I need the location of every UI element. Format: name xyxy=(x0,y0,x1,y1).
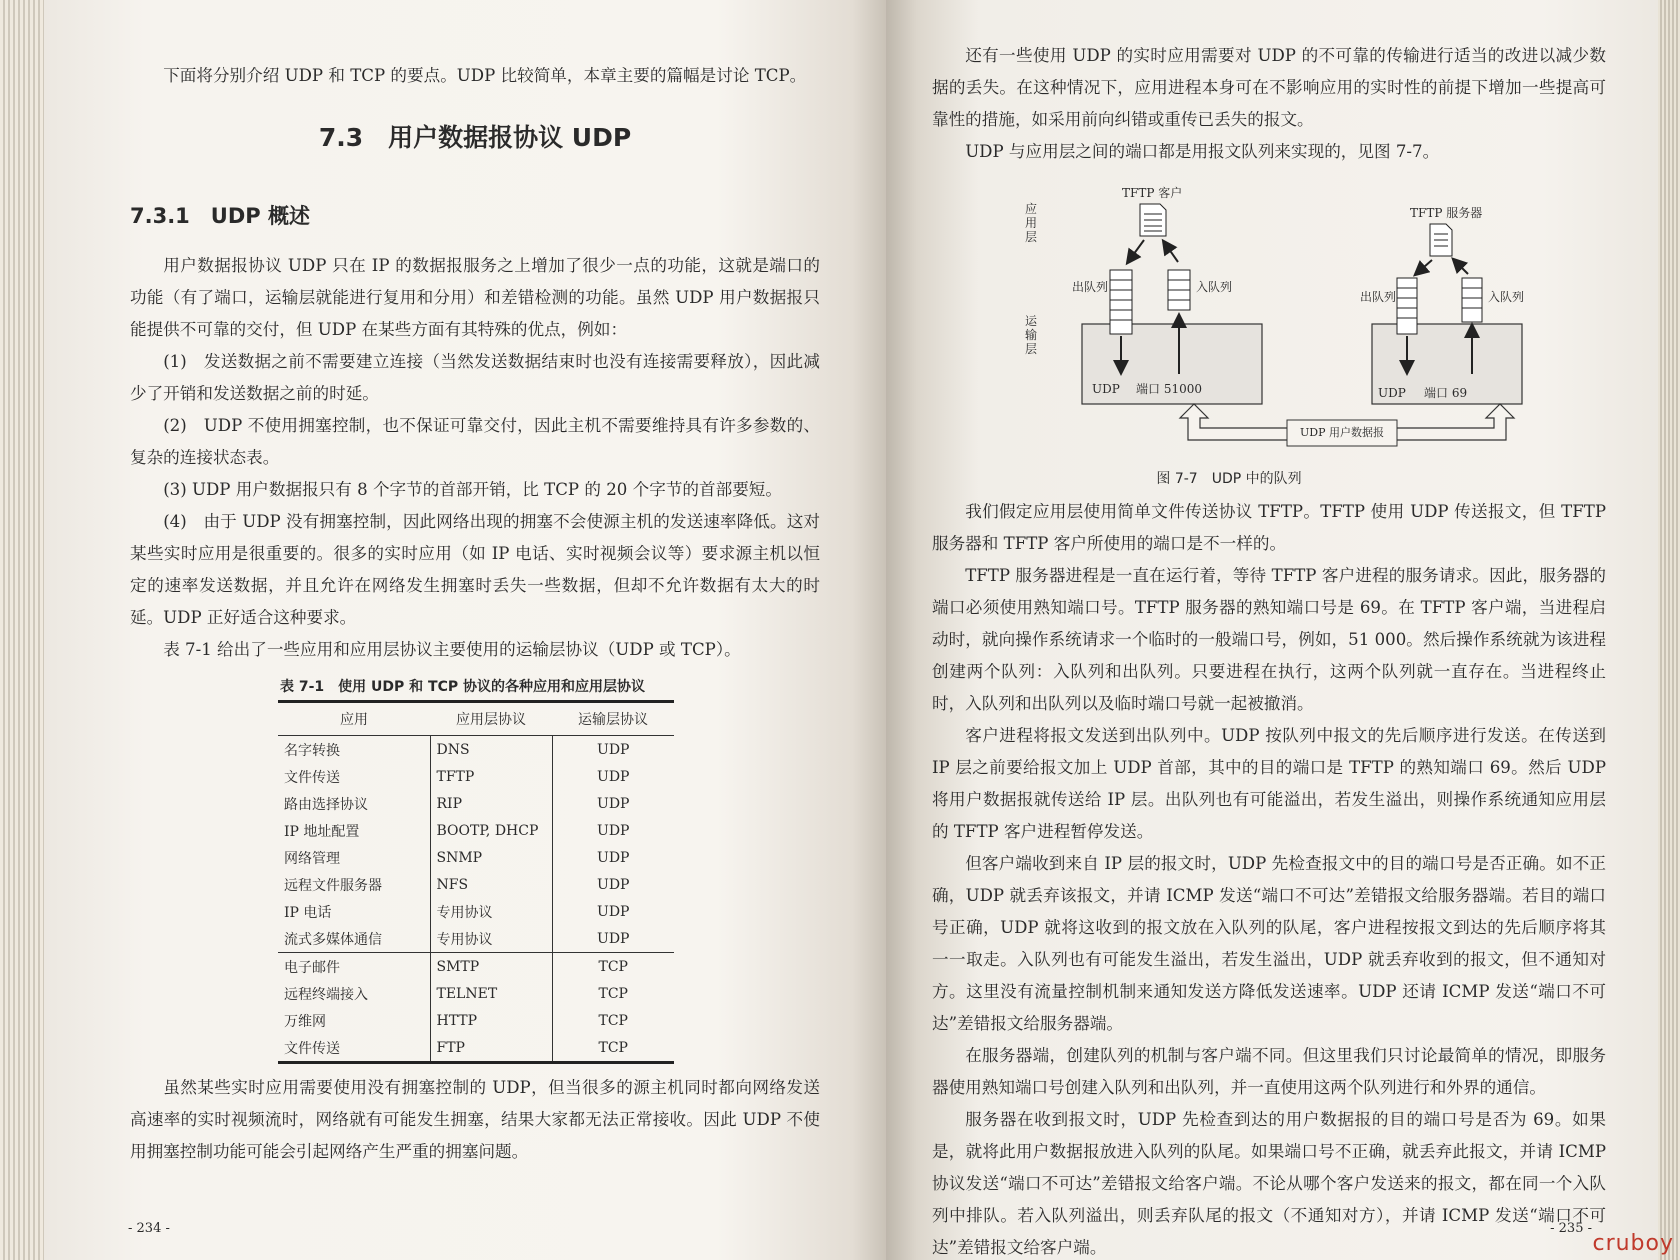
table-cell-transport-protocol: UDP xyxy=(552,871,674,898)
table-cell-application: 万维网 xyxy=(284,1013,326,1030)
paragraph-tftp-server: TFTP 服务器进程是一直在运行着，等待 TFTP 客户进程的服务请求。因此，服务器的端口必须使用熟知端口号。TFTP 服务器的熟知端口号是 69。在 TFTP 客户端，当进程启动时，就向操作系统请求一个临时的一般端口号，例如，51 000。然后操作系统就为该进程创建两个队列：入队列和出队列。只要进程在执行，这两个队列就一直存在。当进程终止时，入队列和出队列以及临时端口号就一起被撤消。 xyxy=(932,566,1606,713)
table-cell-transport-protocol: UDP xyxy=(552,736,674,764)
table-cell-app-protocol: 专用协议 xyxy=(430,925,552,953)
table-cell-application: 电子邮件 xyxy=(278,953,430,981)
paragraph-table-intro: 表 7-1 给出了一些应用和应用层协议主要使用的运输层协议（UDP 或 TCP）。 xyxy=(163,640,741,659)
subsection-title: 7.3.1 UDP 概述 xyxy=(130,204,310,228)
table-cell-transport-protocol: UDP xyxy=(552,790,674,817)
section-title: 7.3 用户数据报协议 UDP xyxy=(318,123,632,152)
table-cell-application: IP 电话 xyxy=(284,904,332,921)
page-stack-right-edge xyxy=(1658,0,1680,1260)
server-out-queue xyxy=(1397,278,1417,334)
tftp-server-document-icon xyxy=(1430,224,1452,256)
table-cell-application: 名字转换 xyxy=(284,742,340,759)
list-item-1: (1) 发送数据之前不需要建立连接（当然发送数据结束时也没有连接需要释放），因此减少了开销和发送数据之前的时延。 xyxy=(130,352,820,403)
label-client-in-queue: 入队列 xyxy=(1196,280,1233,294)
table-cell-app-protocol: BOOTP, DHCP xyxy=(430,817,552,844)
table-row xyxy=(278,790,674,817)
paragraph-reliability: 还有一些使用 UDP 的实时应用需要对 UDP 的不可靠的传输进行适当的改进以减少数据的丢失。在这种情况下，应用进程本身可在不影响应用的实时性的前提下增加一些提高可靠性的措施，如采用前向纠错或重传已丢失的报文。 xyxy=(932,46,1606,129)
table-header-app-protocol: 应用层协议 xyxy=(430,702,552,736)
label-client-port: 端口 51000 xyxy=(1136,382,1202,396)
label-udp-datagram: UDP 用户数据报 xyxy=(1300,426,1384,439)
figure-caption: 图 7-7 UDP 中的队列 xyxy=(1156,471,1302,487)
label-tftp-client: TFTP 客户 xyxy=(1122,186,1183,200)
table-cell-application: 文件传送 xyxy=(284,769,340,786)
table-cell-application: 网络管理 xyxy=(284,850,340,867)
right-page xyxy=(886,0,1658,1260)
table-header-application: 应用 xyxy=(278,702,430,736)
paragraph-udp-overview: 用户数据报协议 UDP 只在 IP 的数据报服务之上增加了很少一点的功能，这就是端口的功能（有了端口，运输层就能进行复用和分用）和差错检测的功能。虽然 UDP 用户数据报只能提供不可靠的交付，但 UDP 在某些方面有其特殊的优点，例如： xyxy=(130,256,820,339)
table-header-transport-protocol: 运输层协议 xyxy=(552,702,674,736)
list-item-2: (2) UDP 不使用拥塞控制，也不保证可靠交付，因此主机不需要维持具有许多参数的、复杂的连接状态表。 xyxy=(130,416,820,467)
paragraph-server-receive: 服务器在收到报文时，UDP 先检查到达的用户数据报的目的端口号是否为 69。如果是，就将此用户数据报放进入队列的队尾。如果端口号不正确，就丢弃此报文，并请 ICMP 协议发送“端口不可达”差错报文给客户端。不论从哪个客户发送来的报文，都在同一个入队列中排队。若入队列溢出，则丢弃队尾的报文（不通知对方），并请 ICMP 发送“端口不可达”差错报文给客户端。 xyxy=(932,1110,1606,1257)
paragraph-congestion: 虽然某些实时应用需要使用没有拥塞控制的 UDP，但当很多的源主机同时都向网络发送高速率的实时视频流时，网络就有可能发生拥塞，结果大家都无法正常接收。因此 UDP 不使用拥塞控制功能可能会引起网络产生严重的拥塞问题。 xyxy=(130,1078,820,1161)
page-number-right: - 235 - xyxy=(1550,1221,1592,1236)
paragraph-client-receive: 但客户端收到来自 IP 层的报文时，UDP 先检查报文中的目的端口号是否正确。如不正确，UDP 就丢弃该报文，并请 ICMP 发送“端口不可达”差错报文给服务器端。若目的端口号正确，UDP 就将这收到的报文放在入队列的队尾，客户进程按报文到达的先后顺序将其一一取走。入队列也有可能发生溢出，若发生溢出，UDP 就丢弃收到的报文，但不通知对方。这里没有流量控制机制来通知发送方降低发送速率。UDP 还请 ICMP 发送“端口不可达”差错报文给服务器端。 xyxy=(932,854,1606,1033)
client-in-queue xyxy=(1168,270,1190,310)
list-item-3: (3) UDP 用户数据报只有 8 个字节的首部开销，比 TCP 的 20 个字节的首部要短。 xyxy=(163,480,782,499)
label-server-in-queue: 入队列 xyxy=(1488,290,1525,304)
label-transport-layer: 运输层 xyxy=(1024,314,1037,356)
table-cell-transport-protocol: TCP xyxy=(552,980,674,1007)
watermark: cruboy xyxy=(1592,1231,1674,1256)
list-item-4: (4) 由于 UDP 没有拥塞控制，因此网络出现的拥塞不会使源主机的发送速率降低。这对某些实时应用是很重要的。很多的实时应用（如 IP 电话、实时视频会议等）要求源主机以恒定的速率发送数据，并且允许在网络发生拥塞时丢失一些数据，但却不允许数据有太大的时延。UDP 正好适合这种要求。 xyxy=(130,512,820,627)
table-cell-transport-protocol: TCP xyxy=(552,1034,674,1063)
table-cell-app-protocol: 专用协议 xyxy=(430,898,552,925)
paragraph-client-send: 客户进程将报文发送到出队列中。UDP 按队列中报文的先后顺序进行发送。在传送到 IP 层之前要给报文加上 UDP 首部，其中的目的端口是 TFTP 的熟知端口 69。然后 UDP 将用户数据报就传送给 IP 层。出队列也有可能溢出，若发生溢出，则操作系统通知应用层的 TFTP 客户进程暂停发送。 xyxy=(932,726,1606,841)
table-cell-transport-protocol: TCP xyxy=(552,1007,674,1034)
label-client-udp: UDP xyxy=(1092,382,1120,396)
table-row xyxy=(278,898,674,925)
label-tftp-server: TFTP 服务器 xyxy=(1410,206,1483,220)
label-client-out-queue: 出队列 xyxy=(1072,280,1109,294)
table-cell-application: IP 地址配置 xyxy=(284,823,360,840)
paragraph-ports-queues: UDP 与应用层之间的端口都是用报文队列来实现的，见图 7-7。 xyxy=(965,142,1440,161)
paragraph-server-queues: 在服务器端，创建队列的机制与客户端不同。但这里我们只讨论最简单的情况，即服务器使用熟知端口号创建入队列和出队列，并一直使用这两个队列进行和外界的通信。 xyxy=(932,1046,1606,1097)
table-cell-app-protocol: TELNET xyxy=(430,980,552,1007)
table-row xyxy=(278,871,674,898)
table-cell-transport-protocol: UDP xyxy=(552,925,674,953)
table-row xyxy=(278,925,674,953)
table-row xyxy=(278,736,674,764)
table-cell-application: 远程终端接入 xyxy=(284,986,368,1003)
table-cell-application: 路由选择协议 xyxy=(284,796,368,813)
table-cell-transport-protocol: UDP xyxy=(552,844,674,871)
left-page xyxy=(44,0,886,1260)
table-cell-app-protocol: SNMP xyxy=(430,844,552,871)
table-caption: 表 7-1 使用 UDP 和 TCP 协议的各种应用和应用层协议 xyxy=(280,679,645,695)
table-cell-app-protocol: SMTP xyxy=(430,953,552,981)
table-cell-app-protocol: NFS xyxy=(430,871,552,898)
client-out-queue xyxy=(1110,270,1132,334)
table-cell-application: 文件传送 xyxy=(278,1034,430,1063)
table-cell-transport-protocol: UDP xyxy=(552,898,674,925)
tftp-client-document-icon xyxy=(1140,204,1166,236)
paragraph-tftp-intro: 我们假定应用层使用简单文件传送协议 TFTP。TFTP 使用 UDP 传送报文，但 TFTP 服务器和 TFTP 客户所使用的端口是不一样的。 xyxy=(932,502,1606,553)
table-cell-transport-protocol: UDP xyxy=(552,763,674,790)
table-cell-transport-protocol: TCP xyxy=(552,953,674,981)
label-application-layer: 应用层 xyxy=(1024,202,1037,244)
intro-paragraph: 下面将分别介绍 UDP 和 TCP 的要点。UDP 比较简单，本章主要的篇幅是讨论 TCP。 xyxy=(163,66,807,85)
table-cell-app-protocol: DNS xyxy=(430,736,552,764)
label-server-port: 端口 69 xyxy=(1424,386,1468,400)
server-in-queue xyxy=(1462,278,1482,322)
protocol-table xyxy=(278,700,674,1064)
table-row xyxy=(278,763,674,790)
table-cell-app-protocol: HTTP xyxy=(430,1007,552,1034)
table-row xyxy=(278,953,674,981)
page-number-left: - 234 - xyxy=(128,1221,170,1236)
table-row xyxy=(278,980,674,1007)
table-row xyxy=(278,817,674,844)
label-server-udp: UDP xyxy=(1378,386,1406,400)
table-row xyxy=(278,1034,674,1063)
figure-udp-queues xyxy=(932,174,1612,464)
table-cell-app-protocol: RIP xyxy=(430,790,552,817)
table-cell-application: 流式多媒体通信 xyxy=(284,931,382,948)
table-row xyxy=(278,844,674,871)
table-cell-app-protocol: TFTP xyxy=(430,763,552,790)
table-row xyxy=(278,1007,674,1034)
table-cell-app-protocol: FTP xyxy=(430,1034,552,1063)
table-body xyxy=(278,736,674,1063)
label-server-out-queue: 出队列 xyxy=(1360,290,1397,304)
table-cell-transport-protocol: UDP xyxy=(552,817,674,844)
table-cell-application: 远程文件服务器 xyxy=(284,877,382,894)
